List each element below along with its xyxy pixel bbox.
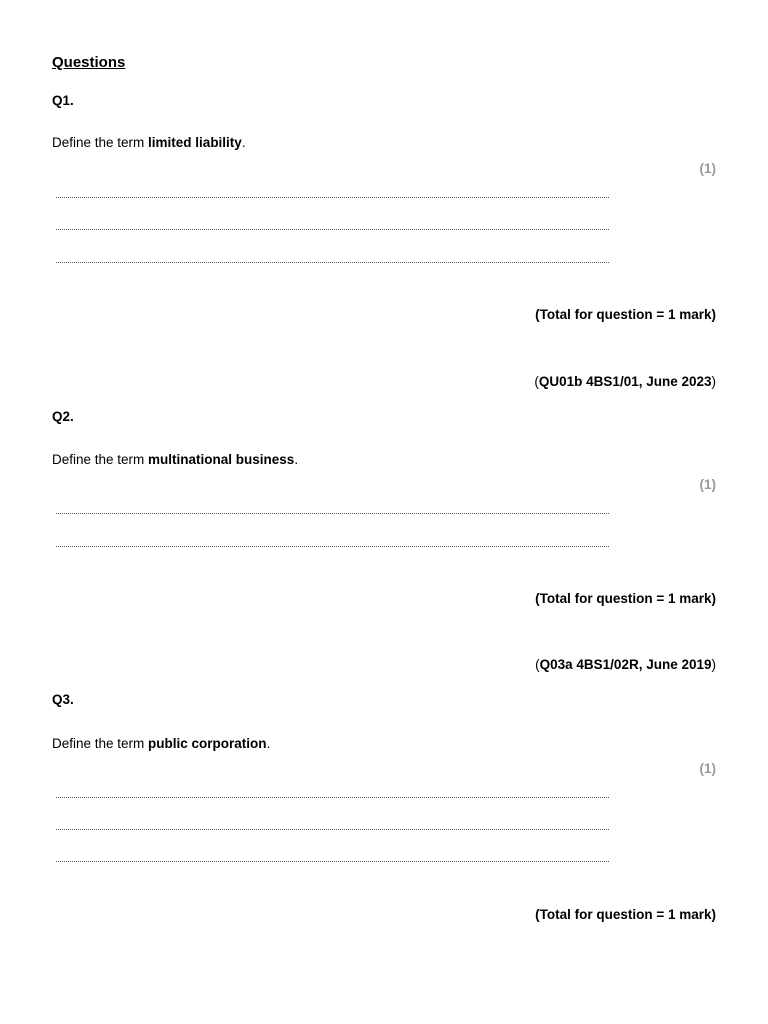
- answer-line[interactable]: [56, 197, 609, 198]
- prompt-prefix: Define the term: [52, 452, 149, 467]
- prompt-term: public corporation: [148, 736, 267, 751]
- answer-line[interactable]: [56, 797, 609, 798]
- prompt-suffix: .: [266, 736, 271, 751]
- answer-line[interactable]: [56, 546, 609, 547]
- prompt-term: limited liability: [148, 135, 242, 150]
- prompt-suffix: .: [294, 452, 299, 467]
- source-open: (: [535, 657, 540, 672]
- question-number: Q1.: [52, 93, 74, 108]
- source-code: QU01b 4BS1/01, June 2023: [538, 374, 712, 389]
- question-number: Q2.: [52, 409, 74, 424]
- question-source: [535, 657, 716, 672]
- question-prompt: [52, 135, 246, 150]
- mark-allocation: (1): [699, 477, 716, 492]
- answer-line[interactable]: [56, 229, 609, 230]
- answer-line[interactable]: [56, 262, 609, 263]
- question-total: (Total for question = 1 mark): [535, 907, 716, 922]
- prompt-prefix: Define the term: [52, 736, 149, 751]
- source-close: ): [711, 657, 716, 672]
- question-total: (Total for question = 1 mark): [535, 307, 716, 322]
- mark-allocation: (1): [699, 761, 716, 776]
- answer-line[interactable]: [56, 861, 609, 862]
- prompt-suffix: .: [241, 135, 246, 150]
- answer-line[interactable]: [56, 829, 609, 830]
- source-code: Q03a 4BS1/02R, June 2019: [539, 657, 712, 672]
- prompt-term: multinational business: [148, 452, 295, 467]
- question-prompt: [52, 452, 298, 467]
- source-close: ): [711, 374, 716, 389]
- answer-line[interactable]: [56, 513, 609, 514]
- question-total: (Total for question = 1 mark): [535, 591, 716, 606]
- question-source: [534, 374, 716, 389]
- question-prompt: [52, 736, 270, 751]
- page-title: Questions: [52, 54, 126, 71]
- question-number: Q3.: [52, 692, 74, 707]
- prompt-prefix: Define the term: [52, 135, 149, 150]
- source-open: (: [534, 374, 539, 389]
- mark-allocation: (1): [699, 161, 716, 176]
